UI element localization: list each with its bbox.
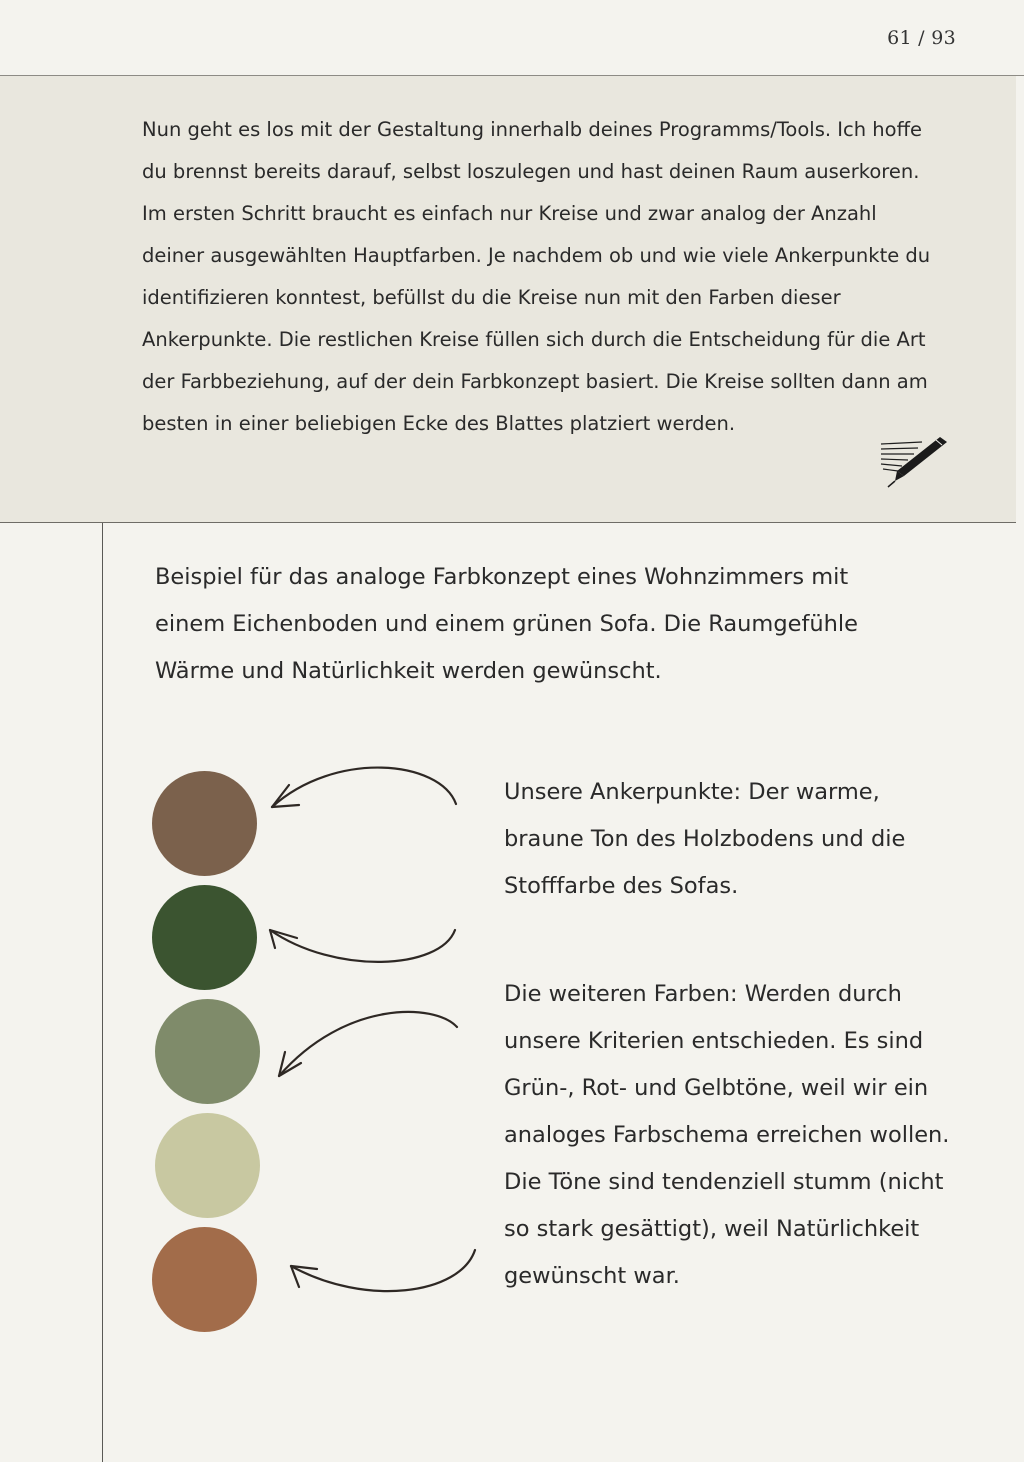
color-swatch	[155, 999, 260, 1104]
anchor-points-text: Unsere Ankerpunkte: Der warme, braune Ton des Holzbodens und die Stofffarbe des Sofas.	[504, 779, 906, 899]
color-swatch	[152, 771, 257, 876]
color-swatch	[152, 1227, 257, 1332]
arrow-2	[270, 930, 455, 962]
intro-paragraph: Nun geht es los mit der Gestaltung innerhalb deines Programms/Tools. Ich hoffe du brennst bereits darauf, selbst loszulegen und hast deinen Raum auserkoren. Im ersten Schritt braucht es einfach nur Kreise und zwar analog der Anzahl deiner ausgewählten Hauptfarben. Je nachdem ob und wie viele Ankerpunkte du identifizieren konntest, befüllst du die Kreise nun mit den Farben dieser Ankerpunkte. Die restlichen Kreise füllen sich durch die Entscheidung für die Art der Farbbeziehung, auf der dein Farbkonzept basiert. Die Kreise sollten dann am besten in einer beliebigen Ecke des Blattes platziert werden.	[142, 118, 931, 435]
page-number: 61 / 93	[887, 27, 956, 49]
arrows-diagram	[255, 755, 495, 1315]
arrow-1	[272, 768, 456, 807]
arrow-3	[279, 1012, 457, 1076]
other-colors-text: Die weiteren Farben: Werden durch unsere Kriterien entschieden. Es sind Grün-, Rot- und Gelbtöne, weil wir ein analoges Farbschema erreichen wollen. Die Töne sind tendenziell stumm (nicht so stark gesättigt), weil Natürlichkeit gewünscht war.	[504, 981, 950, 1289]
arrow-4	[291, 1250, 475, 1291]
margin-line	[102, 523, 103, 1462]
pen-icon	[878, 434, 950, 490]
example-description: Beispiel für das analoge Farbkonzept eines Wohnzimmers mit einem Eichenboden und einem grünen Sofa. Die Raumgefühle Wärme und Natürlichkeit werden gewünscht.	[155, 564, 858, 684]
color-swatch	[155, 1113, 260, 1218]
color-swatch	[152, 885, 257, 990]
